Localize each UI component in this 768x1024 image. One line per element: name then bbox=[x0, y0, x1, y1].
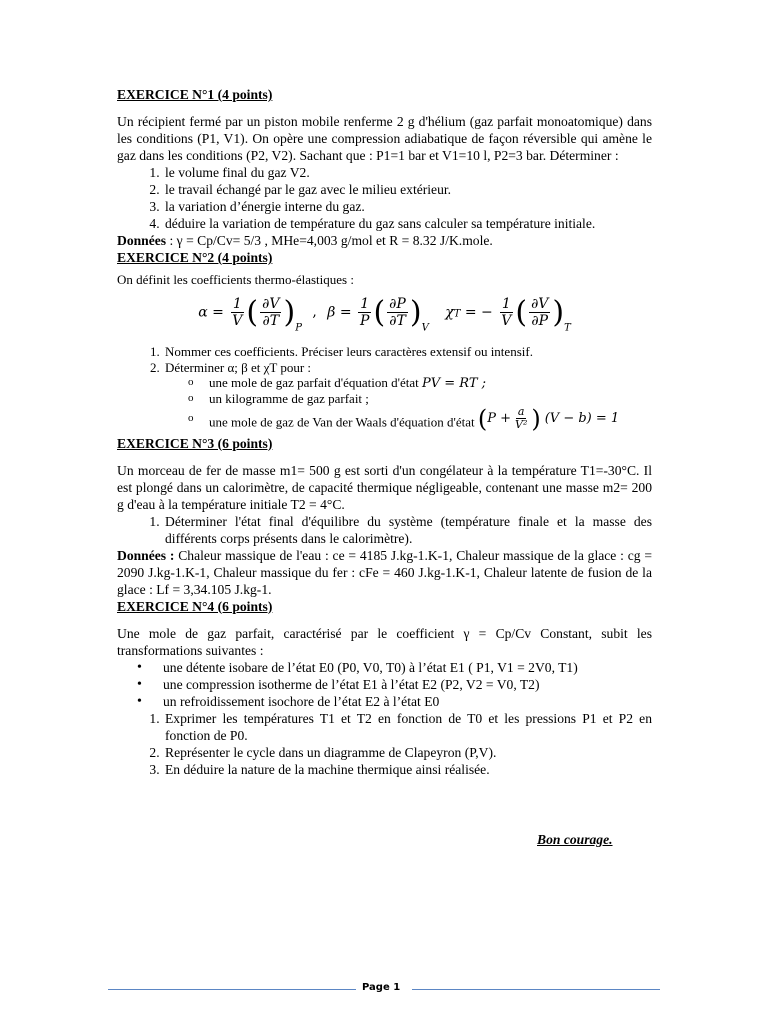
exercise-1-question: 4. déduire la variation de température du gaz sans calculer sa température initiale. bbox=[163, 215, 652, 232]
ideal-gas-equation: PV = RT ; bbox=[421, 376, 487, 391]
exercise-3-data bbox=[117, 547, 652, 598]
page-number: Page 1 bbox=[362, 982, 401, 993]
exercise-3-questions bbox=[117, 513, 652, 547]
donnees-text: : γ = Cp/Cv= 5/3 , MHe=4,003 g/mol et R = 8.32 J/K.mole. bbox=[169, 233, 493, 248]
exercise-3-intro: Un morceau de fer de masse m1= 500 g est sorti d'un congélateur à la température T1=-30°C. Il est plongé dans un calorimètre, de capacité thermique négligeable, contenant une masse m2= 200 g d'eau à la température initiale T2 = 4°C. bbox=[117, 462, 652, 512]
van-der-waals-equation: ( P + $\frac{a}{\text{V²}}$ ) (V − b) = 1 bbox=[477, 404, 620, 433]
exercise-4-intro: Une mole de gaz parfait, caractérisé par le coefficient γ = Cp/Cv Constant, subit les transformations suivantes : bbox=[117, 625, 652, 658]
exercise-4-question: 2. Représenter le cycle dans un diagramme de Clapeyron (P,V). bbox=[163, 744, 652, 761]
case-item: o une mole de gaz de Van der Waals d'équation d'état ( P + $\frac{a}{\text{V²}}$ ) (V − b) = 1 bbox=[209, 406, 652, 435]
footer-rule-right bbox=[412, 989, 660, 990]
exercise-1-question: 3. la variation d’énergie interne du gaz. bbox=[163, 198, 652, 215]
exercise-1-question: 2. le travail échangé par le gaz avec le milieu extérieur. bbox=[163, 181, 652, 198]
exercise-2-question: 2. Déterminer α; β et χT pour : bbox=[163, 360, 652, 376]
exercise-1-title: EXERCICE N°1 (4 points) bbox=[117, 87, 273, 102]
transformation-item: • une détente isobare de l’état E0 (P0, V0, T0) à l’état E1 ( P1, V1 = 2V0, T1) bbox=[163, 659, 652, 676]
exercise-2-cases bbox=[117, 375, 652, 435]
exercise-1-questions bbox=[117, 164, 652, 232]
exercise-2-intro: On définit les coefficients thermo-élastiques : bbox=[117, 272, 354, 287]
exercise-1-data bbox=[117, 232, 652, 249]
case-item: o un kilogramme de gaz parfait ; bbox=[209, 391, 652, 406]
thermoelastic-formula: α = $\frac{1}{V}$ ( $\frac{\partial V}{\partial T}$ )$_P$ , β = $\frac{1}{P}$ ( $\frac{\partial P}{\partial T}$ )$_V$ χT = − $\frac{1}{V}$ ( $\frac{\partial V}{\partial P}$ )$_T$ bbox=[198, 294, 571, 333]
exercise-1-question: 1. le volume final du gaz V2. bbox=[163, 164, 652, 181]
exercise-1-intro: Un récipient fermé par un piston mobile renferme 2 g d'hélium (gaz parfait monoatomique) dans les conditions (P1, V1). On opère une compression adiabatique de façon réversible qui amène le gaz dans les conditions (P2, V2). Sachant que : P1=1 bar et V1=10 l, P2=3 bar. Déterminer : bbox=[117, 114, 652, 163]
closing-note: Bon courage. bbox=[537, 832, 613, 847]
exam-page bbox=[117, 86, 652, 778]
transformation-item: • un refroidissement isochore de l’état E2 à l’état E0 bbox=[163, 693, 652, 710]
donnees-label: Données : bbox=[117, 547, 175, 563]
donnees-text: Chaleur massique de l'eau : ce = 4185 J.kg-1.K-1, Chaleur massique de la glace : cg = 2090 J.kg-1.K-1, Chaleur massique du fer : cFe = 460 J.kg-1.K-1, Chaleur latente de fusion de la glace : Lf = 3,34.105 J.kg-1. bbox=[117, 547, 652, 597]
exercise-3-question: 1. Déterminer l'état final d'équilibre du système (température finale et la masse des différents corps présents dans le calorimètre). bbox=[163, 513, 652, 547]
exercise-2-questions bbox=[117, 344, 652, 375]
exercise-4-title: EXERCICE N°4 (6 points) bbox=[117, 598, 273, 614]
exercise-4-question: 3. En déduire la nature de la machine thermique ainsi réalisée. bbox=[163, 761, 652, 778]
exercise-4-transformations bbox=[117, 659, 652, 710]
exercise-2-question: 1. Nommer ces coefficients. Préciser leurs caractères extensif ou intensif. bbox=[163, 344, 652, 360]
exercise-2-title: EXERCICE N°2 (4 points) bbox=[117, 250, 273, 265]
transformation-item: • une compression isotherme de l’état E1 à l’état E2 (P2, V2 = V0, T2) bbox=[163, 676, 652, 693]
exercise-4-question: 1. Exprimer les températures T1 et T2 en fonction de T0 et les pressions P1 et P2 en fonction de P0. bbox=[163, 710, 652, 744]
footer-rule-left bbox=[108, 989, 356, 990]
exercise-4-questions bbox=[117, 710, 652, 778]
donnees-label: Données bbox=[117, 233, 167, 248]
exercise-3-title: EXERCICE N°3 (6 points) bbox=[117, 435, 273, 451]
case-item: o une mole de gaz parfait d'équation d'état PV = RT ; bbox=[209, 375, 652, 391]
